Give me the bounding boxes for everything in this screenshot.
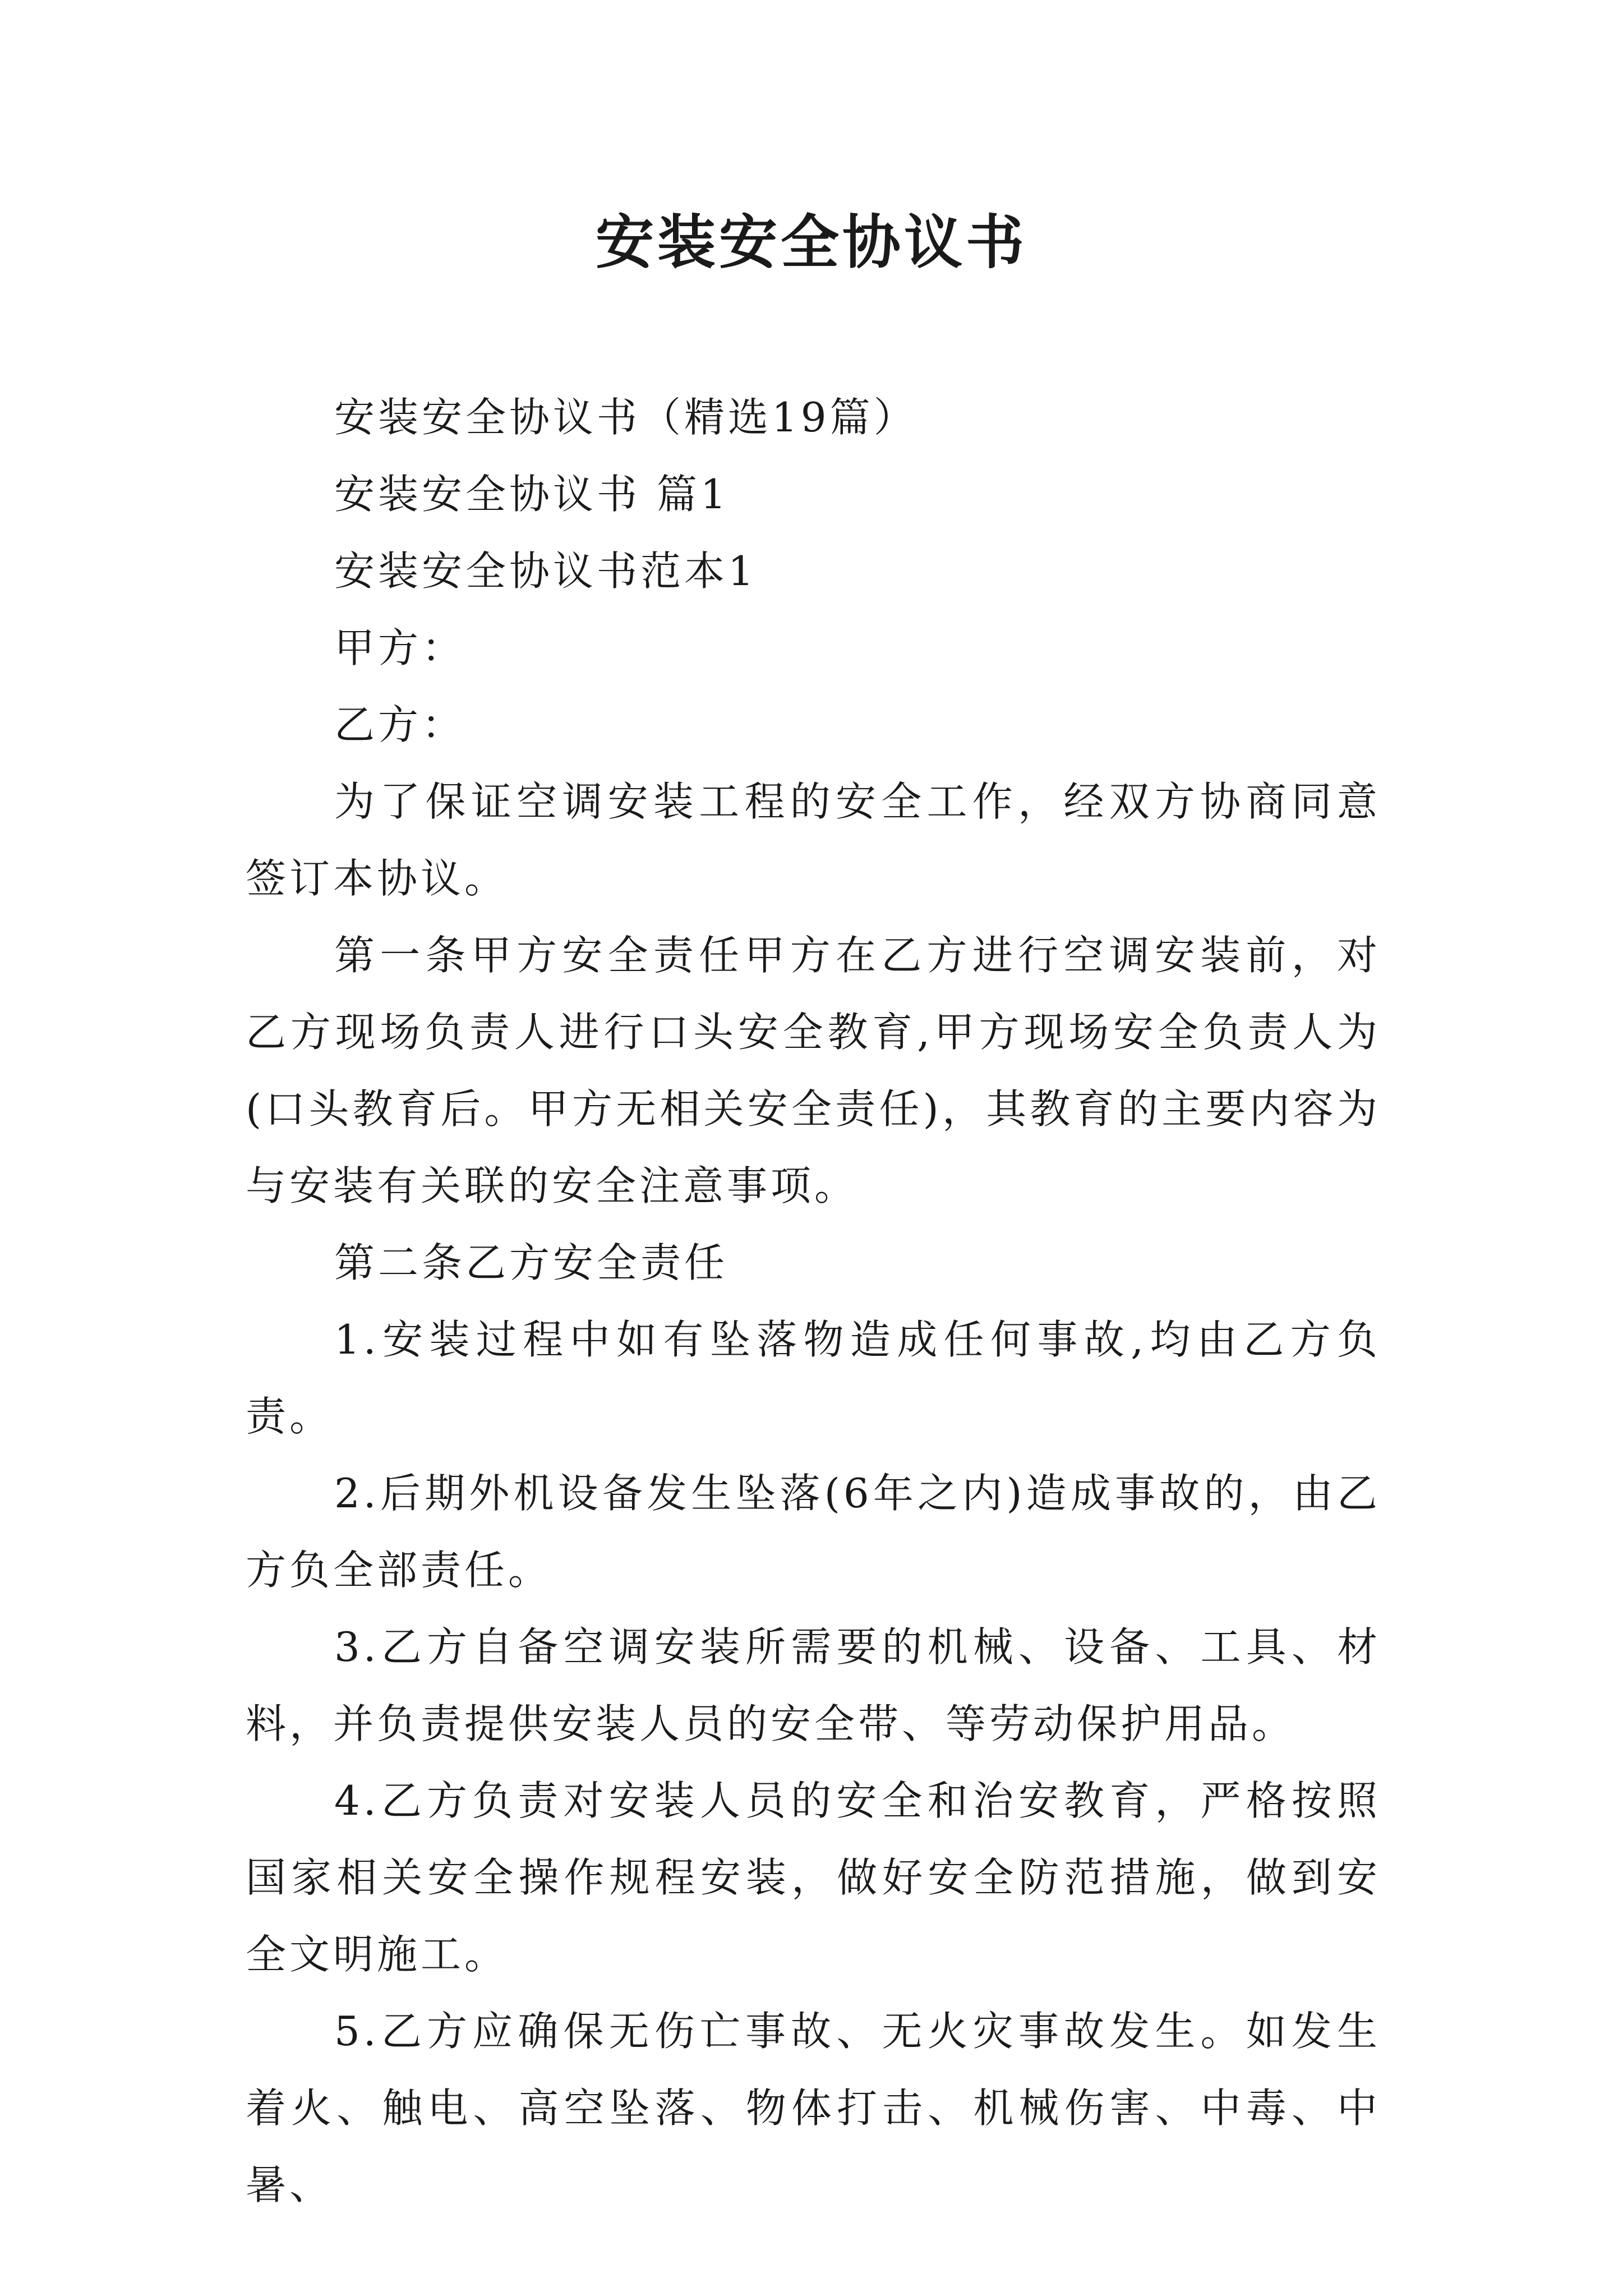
clause-3-paragraph: 3.乙方自备空调安装所需要的机械、设备、工具、材料，并负责提供安装人员的安全带、等劳动保护用品。 xyxy=(246,1623,1381,1747)
party-b-line: 乙方： xyxy=(334,701,466,748)
clause-4-paragraph: 4.乙方负责对安装人员的安全和治安教育，严格按照国家相关安全操作规程安装，做好安全防范措施，做到安全文明施工。 xyxy=(246,1777,1381,1978)
clause-2-paragraph: 2.后期外机设备发生坠落(6年之内)造成事故的，由乙方负全部责任。 xyxy=(246,1470,1381,1594)
clause-1-paragraph: 1.安装过程中如有坠落物造成任何事故,均由乙方负责。 xyxy=(246,1316,1381,1440)
article-two-heading: 第二条乙方安全责任 xyxy=(334,1239,728,1286)
template-heading: 安装安全协议书范本1 xyxy=(334,547,757,595)
party-a-line: 甲方： xyxy=(334,624,466,671)
document-title: 安装安全协议书 xyxy=(595,208,1027,277)
document-body xyxy=(246,379,1381,2224)
intro-paragraph: 为了保证空调安装工程的安全工作，经双方协商同意签订本协议。 xyxy=(246,778,1381,902)
subtitle-paragraph: 安装安全协议书（精选19篇） xyxy=(334,394,917,441)
clause-5-paragraph: 5.乙方应确保无伤亡事故、无火灾事故发生。如发生着火、触电、高空坠落、物体打击、机械伤害、中毒、中暑、 xyxy=(246,2008,1381,2208)
article-one-paragraph: 第一条甲方安全责任甲方在乙方进行空调安装前，对乙方现场负责人进行口头安全教育,甲方现场安全负责人为(口头教育后。甲方无相关安全责任)，其教育的主要内容为与安装有关联的安全注意事项。 xyxy=(246,932,1381,1209)
section-heading: 安装安全协议书 篇1 xyxy=(334,471,730,518)
